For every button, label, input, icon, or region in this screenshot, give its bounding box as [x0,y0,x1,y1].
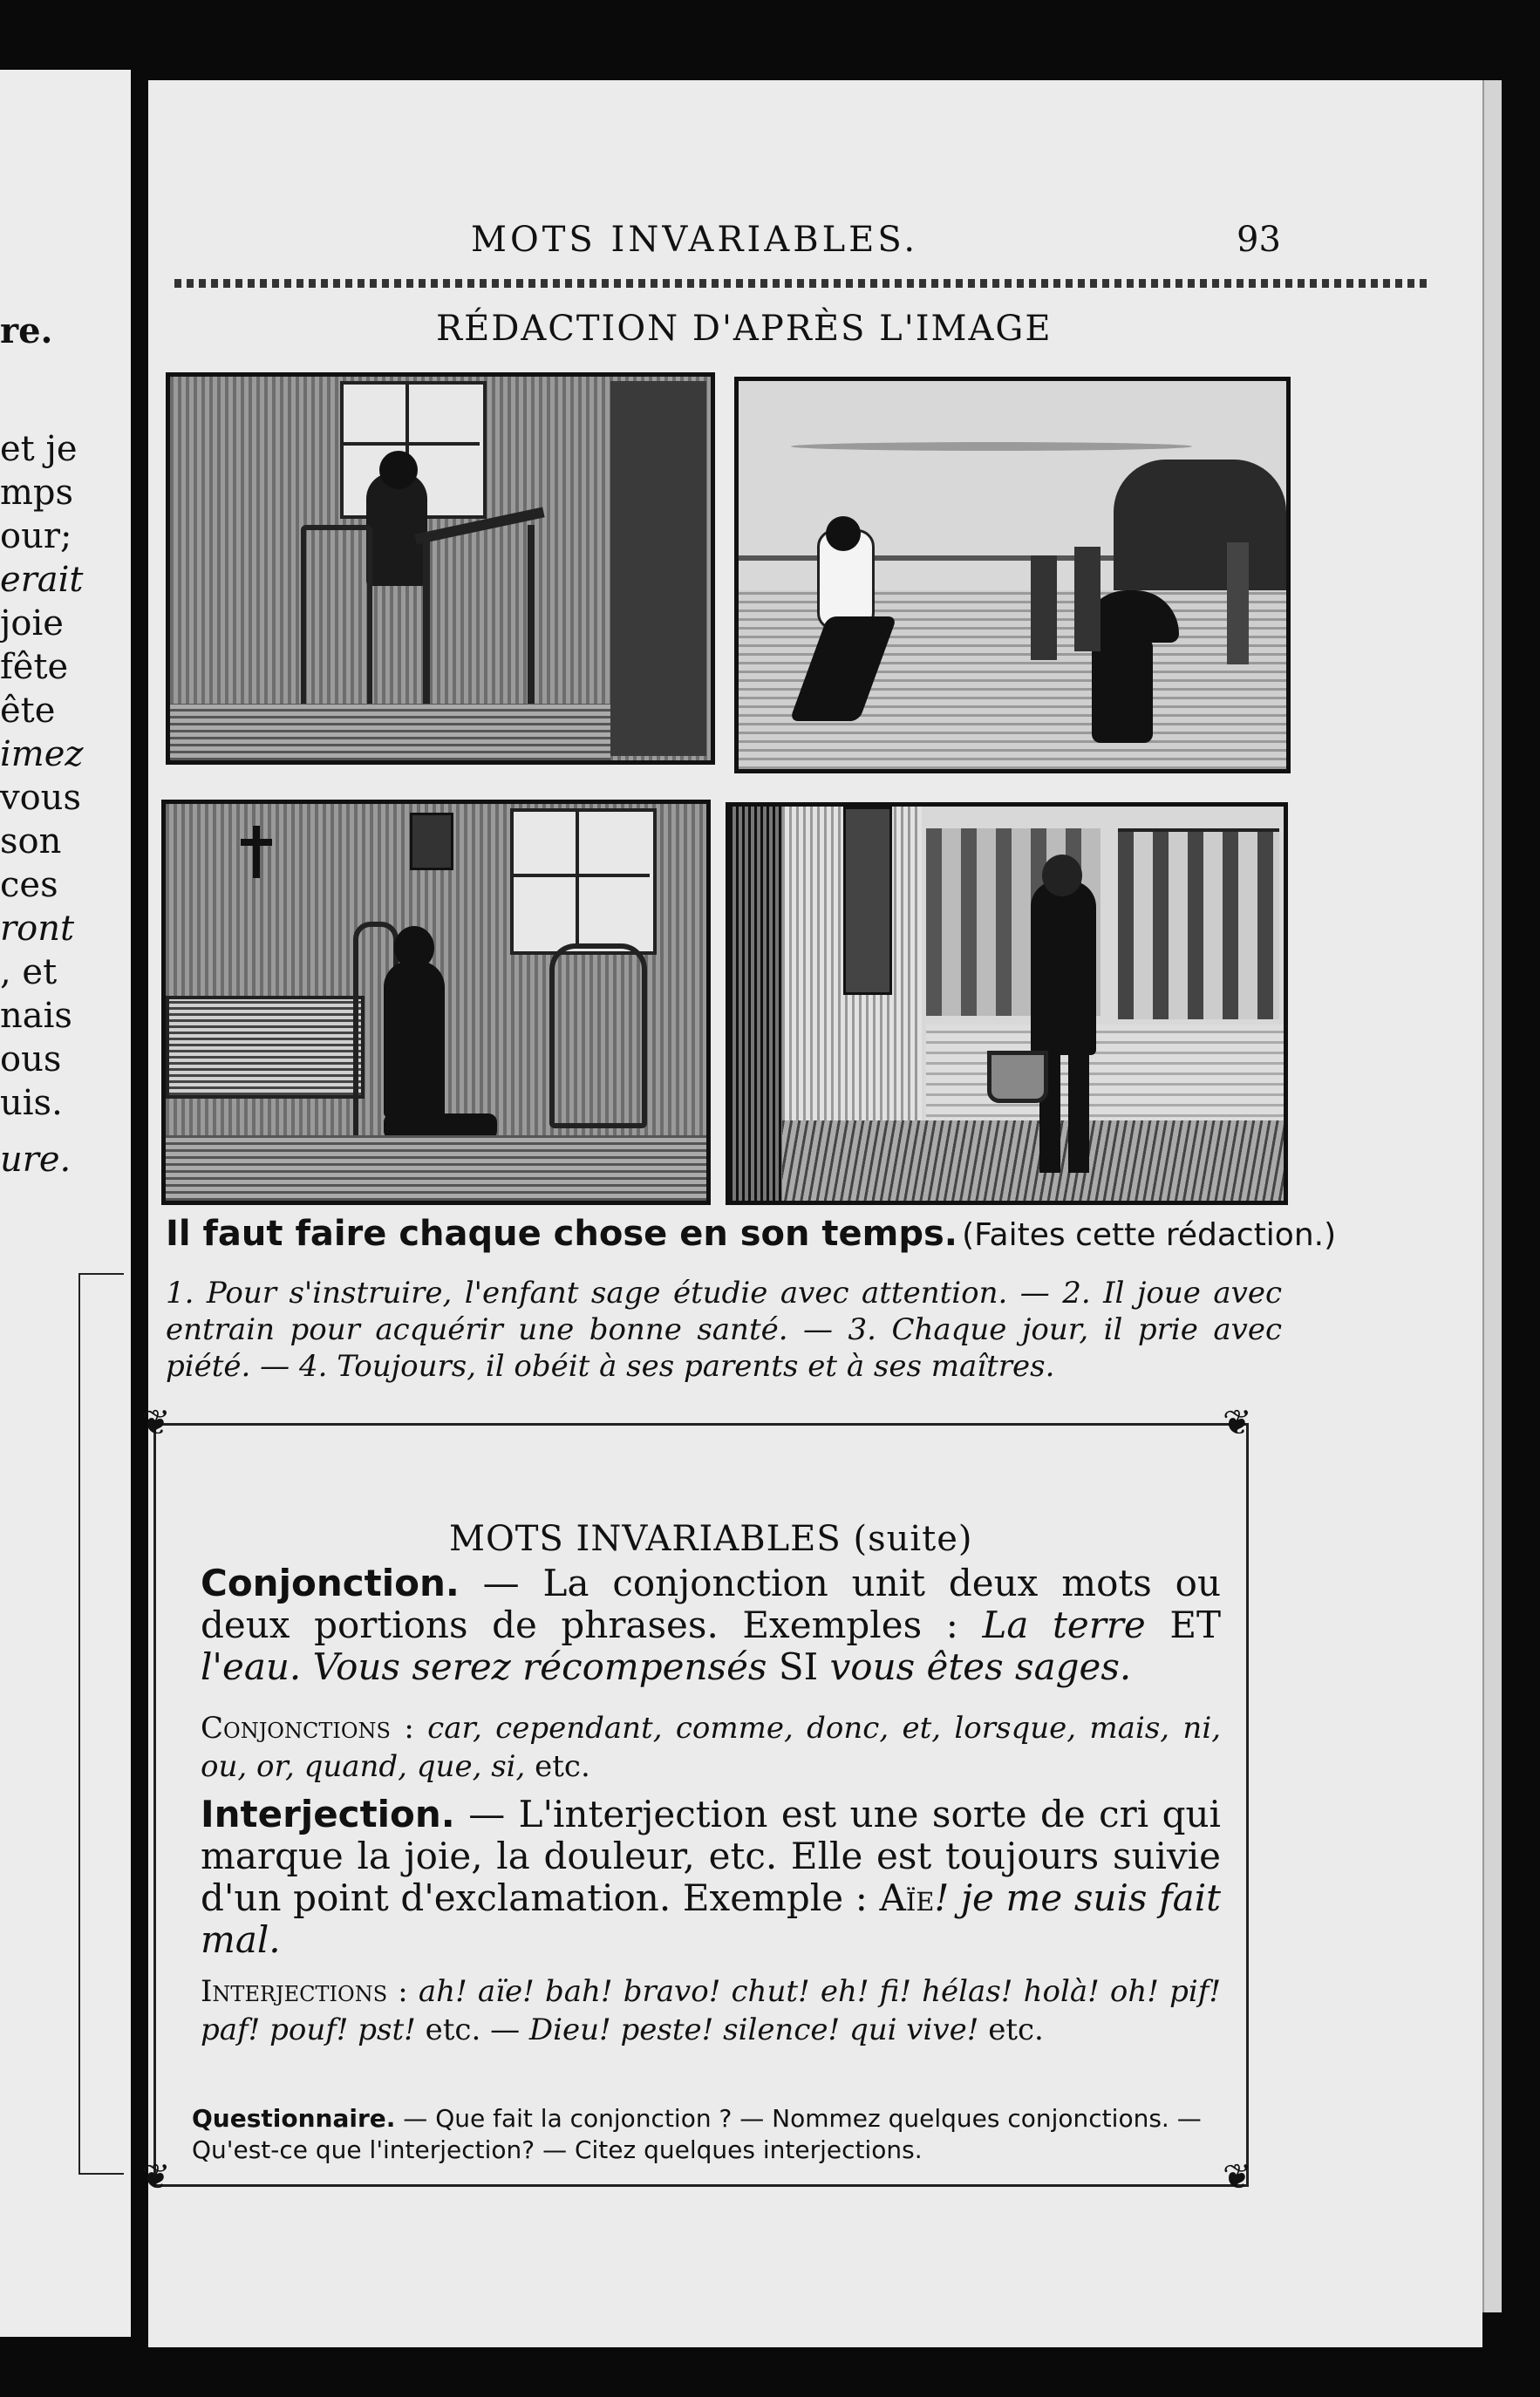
page-edge [1482,80,1502,2312]
illustration-praying [161,800,711,1205]
illustration-errand [726,802,1288,1205]
questionnaire-label: Questionnaire. [192,2104,396,2133]
section-title: RÉDACTION D'APRÈS L'IMAGE [436,309,1053,349]
book-page [141,80,1482,2347]
left-text-fragment: imez [0,734,84,774]
term-conjonction: Conjonction. [201,1562,460,1604]
left-text-fragment: ure. [0,1140,72,1180]
header-rule [174,279,1430,288]
questionnaire: Questionnaire. — Que fait la conjonction ? — Nommez quelques conjonctions. — Qu'est-ce que l'interjection? — Citez quelques interjections. [192,2104,1202,2164]
illustration-playing [734,377,1291,773]
term-interjection: Interjection. [201,1793,455,1835]
caption-instruction: (Faites cette rédaction.) [962,1217,1337,1253]
corner-ornament: ❦ [141,2157,171,2197]
left-text-fragment: mps [0,473,74,513]
image-caption [166,1214,1439,1254]
left-text-fragment: fête [0,647,69,687]
corner-ornament: ❦ [141,1403,171,1443]
left-text-fragment: uis. [0,1083,63,1123]
left-text-fragment: vous [0,778,81,818]
running-title: MOTS INVARIABLES. [471,220,919,260]
conjonction-definition: Conjonction. — La conjonction unit deux mots ou deux portions de phrases. Exemples : La terre ET l'eau. Vous serez récompensés SI vous êtes sages. [201,1562,1221,1688]
page-number: 93 [1237,220,1281,260]
left-text-fragment: ront [0,909,75,949]
caption-body: 1. Pour s'instruire, l'enfant sage étudie avec attention. — 2. Il joue avec entrain pour acquérir une bonne santé. — 3. Chaque jour, il prie avec piété. — 4. Toujours, il obéit à ses parents et à ses maîtres. [166,1276,1282,1384]
interjection-definition: Interjection. — L'interjection est une sorte de cri qui marque la joie, la douleur, etc. Elle est toujours suivie d'un point d'exclamation. Exemple : Aïe! je me suis fait mal. [201,1793,1222,1961]
list-label: Conjonctions : [201,1711,414,1746]
left-text-fragment: , et [0,952,58,992]
left-text-fragment: ous [0,1039,62,1079]
list-label: Interjections : [201,1974,408,2009]
left-text-fragment: ête [0,691,56,731]
left-text-fragment: et je [0,429,78,469]
box-title: MOTS INVARIABLES (suite) [449,1519,973,1559]
corner-ornament: ❦ [1223,2157,1252,2197]
left-text-fragment: joie [0,603,64,644]
left-text-fragment: nais [0,996,72,1036]
illustration-studying [166,372,715,765]
left-text-fragment: ces [0,865,58,905]
left-text-fragment: our; [0,516,72,556]
left-text-fragment: erait [0,560,84,600]
caption-maxim: Il faut faire chaque chose en son temps. [166,1214,957,1254]
corner-ornament: ❦ [1223,1403,1252,1443]
conjonctions-list: Conjonctions : car, cependant, comme, donc, et, lorsque, mais, ni, ou, or, quand, que, si, etc. [201,1711,1222,1784]
left-text-fragment: son [0,821,62,861]
interjections-list: Interjections : ah! aïe! bah! bravo! chut! eh! fi! hélas! holà! oh! pif! paf! pouf! pst! etc. — Dieu! peste! silence! qui vive! etc. [201,1974,1221,2047]
left-page-fragment [0,70,131,2337]
left-box-border [78,1273,124,2175]
left-text-fragment: re. [0,310,53,351]
